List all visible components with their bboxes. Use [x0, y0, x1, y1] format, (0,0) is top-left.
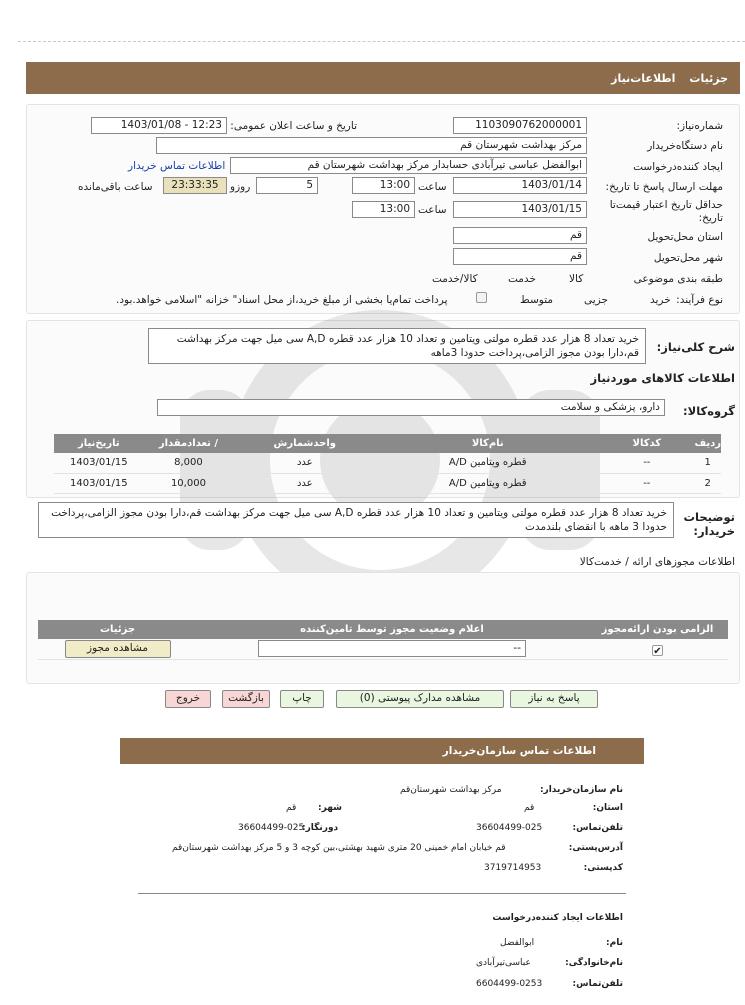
- creator-phone-value: 6604499-0253: [476, 979, 543, 989]
- deadline-date-field: 1403/01/14: [453, 177, 587, 194]
- page-header: [26, 62, 740, 94]
- deadline-label: مهلت ارسال پاسخ تا تاریخ:: [605, 181, 723, 193]
- remaining-label: ساعت باقی‌مانده: [78, 181, 153, 193]
- process-option-minor: جزیی: [584, 294, 608, 306]
- validity-hour-label: ساعت: [418, 204, 447, 216]
- goods-group-field: دارو، پزشکی و سلامت: [157, 399, 665, 416]
- creator-name-label: نام:: [606, 938, 623, 948]
- cell-row: 2: [694, 473, 721, 493]
- payment-note: پرداخت تمام‌یا بخشی از مبلغ خرید،از محل اسناد" خزانه "اسلامی خواهد.بود.: [116, 294, 448, 306]
- contact-city-label: شهر:: [318, 803, 342, 813]
- validity-time-field: 13:00: [352, 201, 415, 218]
- contact-address-value: قم خیابان امام خمینی 20 متری شهید بهشتی،بین کوچه 3 و 5 مرکز بهداشت شهرستان‌قم: [172, 843, 506, 853]
- process-option-medium: متوسط: [520, 294, 553, 306]
- province-field: قم: [453, 227, 587, 244]
- permits-table-header: [38, 620, 728, 639]
- category-label: طبقه بندی موضوعی: [633, 273, 723, 285]
- contact-province-label: استان:: [592, 803, 623, 813]
- province-label: استان محل‌تحویل: [647, 231, 723, 243]
- creator-field: ابوالفضل عباسی تیرآبادی حسابدار مرکز بهداشت شهرستان قم: [230, 157, 587, 174]
- back-button[interactable]: بازگشت: [222, 690, 270, 708]
- contact-address-label: آدرس‌پستی:: [568, 843, 623, 853]
- contact-divider: [138, 893, 626, 894]
- org-label: نام سازمان‌خریدار:: [539, 785, 623, 795]
- contact-phone-label: تلفن‌تماس:: [572, 823, 623, 833]
- cell-qty: 10,000: [144, 473, 234, 493]
- tab-need-info[interactable]: اطلاعات‌نیاز: [611, 72, 676, 85]
- buyer-notes-box: خرید تعداد 8 هزار عدد قطره مولتی ویتامین و تعداد 10 هزار عدد قطره A,D سی میل جهت مرکز بهداشت قم،دارا بودن مجوز الزامی،پرداخت حدودا 3 ماهه با انقضای بلندمدت: [38, 502, 674, 538]
- contact-city-value: قم: [286, 803, 297, 813]
- top-divider: [18, 41, 745, 42]
- days-field: 5: [256, 177, 318, 194]
- contact-fax-value: 36604499-025: [238, 823, 305, 833]
- exit-button[interactable]: خروج: [165, 690, 211, 708]
- contact-phone-value: 36604499-025: [476, 823, 543, 833]
- creator-family-value: عباسی‌تیرآبادی: [476, 958, 531, 968]
- deadline-time-field: 13:00: [352, 177, 415, 194]
- col-permit-details: جزئیات: [38, 620, 197, 639]
- cell-permit-required: [587, 639, 728, 659]
- contact-postal-label: کدپستی:: [583, 863, 623, 873]
- col-name: نام‌کالا: [376, 434, 599, 453]
- print-button[interactable]: چاپ: [280, 690, 324, 708]
- buyer-label: نام دستگاه‌خریدار: [647, 140, 723, 152]
- buyer-contact-link[interactable]: اطلاعات تماس خریدار: [128, 160, 226, 172]
- validity-label: حداقل تاریخ اعتبار قیمت‌تا تاریخ:: [609, 199, 723, 224]
- goods-table-header: [54, 434, 721, 453]
- cell-row: 1: [694, 453, 721, 473]
- col-row: ردیف: [694, 434, 721, 453]
- cell-code: --: [599, 473, 694, 493]
- creator-family-label: نام‌خانوادگی:: [565, 958, 623, 968]
- col-permit-required: الزامی بودن ارائه‌مجوز: [587, 620, 728, 639]
- contact-fax-label: دورنگار:: [302, 823, 339, 833]
- category-option-service: خدمت: [508, 273, 536, 285]
- cell-name: قطره ویتامین A/D: [376, 453, 599, 473]
- goods-table: [54, 434, 721, 494]
- permit-required-checkbox[interactable]: ✔: [653, 645, 662, 657]
- view-permit-button[interactable]: مشاهده مجوز: [65, 640, 171, 658]
- cell-permit-status: [197, 639, 587, 659]
- col-code: کدکالا: [599, 434, 694, 453]
- process-label: نوع فرآیند:: [676, 294, 723, 306]
- goods-group-label: گروه‌کالا:: [683, 404, 735, 418]
- cell-unit: عدد: [233, 453, 376, 473]
- cell-code: --: [599, 453, 694, 473]
- cell-qty: 8,000: [144, 453, 234, 473]
- summary-text-box: خرید تعداد 8 هزار عدد قطره مولتی ویتامین و تعداد 10 هزار عدد قطره A,D سی میل جهت مرکز بهداشت قم،دارا بودن مجوز الزامی،پرداخت حدودا 3ماهه: [148, 328, 646, 364]
- buyer-field: مرکز بهداشت شهرستان قم: [156, 137, 587, 154]
- city-field: قم: [453, 248, 587, 265]
- need-number-field: 1103090762000001: [453, 117, 587, 134]
- table-row[interactable]: [54, 473, 721, 493]
- col-date: تاریخ‌نیاز: [54, 434, 144, 453]
- contact-province-value: قم: [524, 803, 535, 813]
- org-value: مرکز بهداشت شهرستان‌قم: [400, 785, 502, 795]
- permits-table: [38, 620, 728, 660]
- creator-name-value: ابوالفضل: [500, 938, 535, 948]
- city-label: شهر محل‌تحویل: [653, 252, 723, 264]
- cell-name: قطره ویتامین A/D: [376, 473, 599, 493]
- treasury-checkbox[interactable]: [476, 292, 487, 303]
- announce-field: 1403/01/08 - 12:23: [91, 117, 227, 134]
- goods-info-title: اطلاعات کالاهای موردنیاز: [590, 371, 735, 385]
- reply-button[interactable]: پاسخ به نیاز: [510, 690, 598, 708]
- table-row[interactable]: [54, 453, 721, 473]
- creator-phone-label: تلفن‌تماس:: [572, 979, 623, 989]
- col-permit-status: اعلام وضعیت مجوز توسط تامین‌کننده: [197, 620, 587, 639]
- permit-status-field: --: [258, 640, 526, 657]
- announce-label: تاریخ و ساعت اعلان عمومی:: [230, 120, 357, 132]
- creator-label: ایجاد کننده‌درخواست: [633, 161, 723, 173]
- cell-date: 1403/01/15: [54, 453, 144, 473]
- summary-label: شرح کلی‌نیاز:: [656, 340, 735, 354]
- contact-section-header: اطلاعات تماس سازمان‌خریدار: [120, 738, 644, 764]
- remaining-timer: 23:33:35: [163, 177, 227, 194]
- col-qty: / تعدادمقدار: [144, 434, 234, 453]
- tab-details[interactable]: جزئیات: [689, 72, 728, 85]
- attachments-button[interactable]: مشاهده مدارک پیوستی (0): [336, 690, 504, 708]
- category-option-goods: کالا: [569, 273, 584, 285]
- cell-unit: عدد: [233, 473, 376, 493]
- permits-title: اطلاعات مجوزهای ارائه / خدمت‌کالا: [579, 556, 735, 568]
- contact-postal-value: 3719714953: [484, 863, 542, 873]
- col-unit: واحدشمارش: [233, 434, 376, 453]
- validity-date-field: 1403/01/15: [453, 201, 587, 218]
- table-row: [38, 639, 728, 659]
- days-label: روزو: [230, 181, 251, 193]
- cell-permit-details: [38, 639, 197, 659]
- buyer-notes-label: توضیحات خریدار:: [683, 510, 735, 538]
- category-option-both: کالا/خدمت: [432, 273, 478, 285]
- creator-info-title: اطلاعات ایجاد کننده‌درخواست: [492, 913, 623, 923]
- process-option-purchase: خرید: [650, 294, 671, 306]
- cell-date: 1403/01/15: [54, 473, 144, 493]
- deadline-hour-label: ساعت: [418, 181, 447, 193]
- need-number-label: شماره‌نیاز:: [676, 120, 723, 132]
